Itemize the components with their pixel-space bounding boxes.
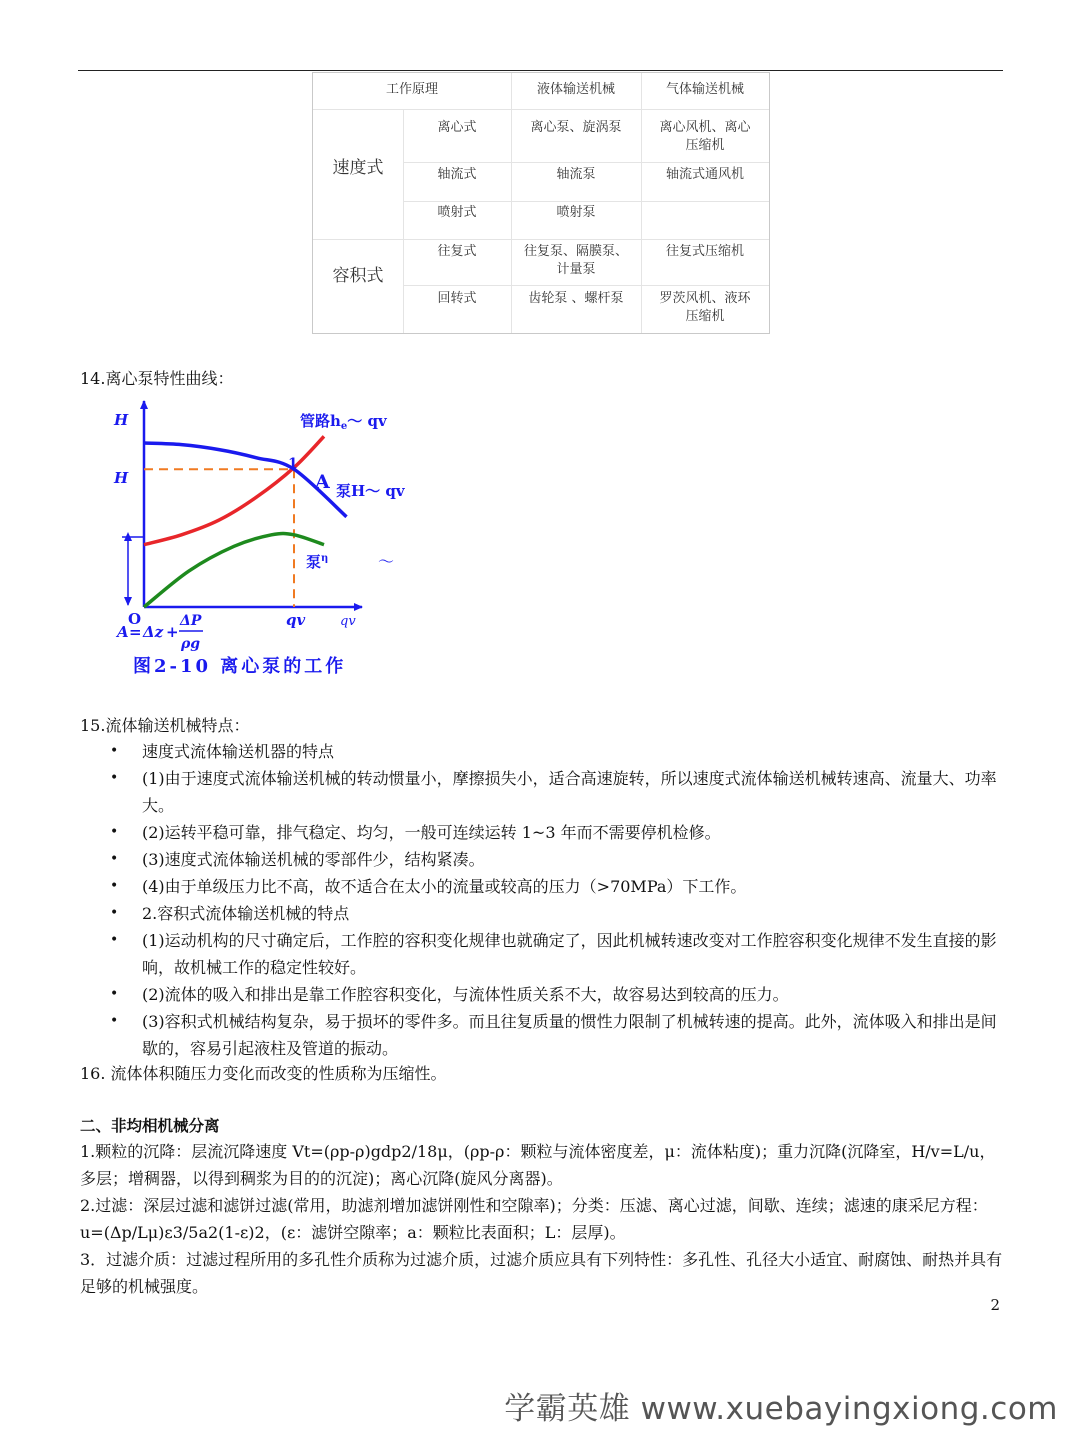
table-cell: 罗茨风机、液环: [659, 291, 751, 306]
svg-text:=: =: [129, 623, 142, 641]
table-cell-type: 喷射式: [437, 205, 477, 220]
section-2-paragraph-1: 1.颗粒的沉降：层流沉降速度 Vt=(ρp-ρ)gdp2/18μ，(ρp-ρ：颗粒与流体密度差，μ：流体粘度)；重力沉降(沉降室，H/v=L/u，多层；增稠器，以得到稠浆为目的的沉淀)；离心沉降(旋风分离器)。: [80, 1142, 996, 1188]
pump-characteristic-chart: [100, 395, 540, 685]
list-item: • (4)由于单级压力比不高，故不适合在太小的流量或较高的压力（>70MPa）下工作。: [80, 873, 1005, 900]
list-item: • (1)由于速度式流体输送机械的转动惯量小，摩擦损失小，适合高速旋转，所以速度式流体输送机械转速高、流量大、功率大。: [80, 765, 1005, 819]
bullet-dot: •: [110, 824, 119, 840]
table-cell: 齿轮泵 、螺杆泵: [528, 291, 624, 306]
table-rule: [403, 162, 769, 163]
list-item: • (2)运转平稳可靠，排气稳定、均匀，一般可连续运转 1~3 年而不需要停机检修。: [80, 819, 1005, 846]
table-cell: 离心风机、离心: [659, 120, 751, 135]
list-item: • (3)速度式流体输送机械的零部件少，结构紧凑。: [80, 846, 1005, 873]
table-cell: 计量泵: [556, 262, 596, 277]
page-number: 2: [990, 1296, 1000, 1314]
section-2-title: 二、非均相机械分离: [80, 1117, 220, 1135]
table-cell: 离心泵、旋涡泵: [530, 120, 622, 135]
operating-point-label: A: [315, 471, 330, 493]
table-cell: 压缩机: [685, 309, 725, 324]
table-cell: 轴流式通风机: [665, 167, 744, 182]
pump-efficiency-curve: [144, 533, 324, 607]
svg-text:A: A: [117, 623, 129, 641]
table-cell: 喷射泵: [556, 205, 596, 220]
table-cell-type: 离心式: [437, 120, 477, 135]
y-tick-label: H: [114, 469, 129, 487]
table-rule: [403, 201, 769, 202]
svg-text:Δz: Δz: [143, 623, 164, 641]
x-tick-label: qv: [286, 611, 306, 629]
table-group-name: 速度式: [332, 158, 384, 178]
svg-text:+: +: [166, 623, 179, 641]
x-axis-label: qv: [340, 614, 356, 629]
table-rule: [313, 239, 769, 240]
chart-title: 图2-10 离心泵的工作: [133, 656, 347, 677]
operating-point-number: 1: [288, 456, 298, 472]
svg-text:ΔP: ΔP: [180, 613, 202, 629]
table-header: 液体输送机械: [536, 82, 615, 97]
list-item: • 2.容积式流体输送机械的特点: [80, 900, 1005, 927]
section-2-paragraph-3: 3．过滤介质：过滤过程所用的多孔性介质称为过滤介质，过滤介质应具有下列特性：多孔性、孔径大小适宜、耐腐蚀、耐热并具有足够的机械强度。: [80, 1250, 1003, 1296]
list-item: • (2)流体的吸入和排出是靠工作腔容积变化，与流体性质关系不大，故容易达到较高的压力。: [80, 981, 1005, 1008]
table-cell-type: 往复式: [437, 244, 477, 259]
list-item: • (3)容积式机械结构复杂，易于损坏的零件多。而且往复质量的惯性力限制了机械转速的提高。此外，流体吸入和排出是间歇的，容易引起液柱及管道的振动。: [80, 1008, 1005, 1062]
table-cell: 轴流泵: [556, 167, 596, 182]
pipeline-curve-label: 管路$h_e\sim$ qv: [300, 412, 387, 432]
classification-table: [312, 72, 770, 334]
list-item: • (1)运动机构的尺寸确定后，工作腔的容积变化规律也就确定了，因此机械转速改变对工作腔容积变化规律不发生直接的影响，故机械工作的稳定性较好。: [80, 927, 1005, 981]
table-cell-type: 回转式: [437, 291, 477, 306]
header-rule: [78, 70, 1003, 71]
section-2-paragraph-2: 2.过滤：深层过滤和滤饼过滤(常用，助滤剂增加滤饼刚性和空隙率)；分类：压滤、离心过滤，间歇、连续；滤速的康采尼方程：u=(Δp/Lμ)ε3/5a2(1-ε)2，(ε：滤饼空隙率；a：颗粒比表面积；L：层厚)。: [80, 1196, 988, 1242]
pump-head-curve-label: 泵H～ qv: [336, 482, 405, 500]
bullet-dot: •: [110, 851, 119, 867]
bullet-dot: •: [110, 743, 119, 759]
table-header: 气体输送机械: [665, 82, 744, 97]
item-15-bullet-list: [80, 738, 1005, 1062]
bullet-dot: •: [110, 770, 119, 786]
table-cell: 往复泵、隔膜泵、: [523, 244, 628, 259]
table-cell: 压缩机: [685, 138, 725, 153]
bullet-dot: •: [110, 986, 119, 1002]
bullet-dot: •: [110, 1013, 119, 1029]
svg-text:ρg: ρg: [181, 636, 201, 652]
table-header: 工作原理: [385, 82, 438, 97]
item-15-heading: 15.流体输送机械特点：: [80, 716, 250, 735]
bullet-dot: •: [110, 932, 119, 948]
item-14-heading: 14.离心泵特性曲线：: [80, 369, 234, 388]
table-rule: [313, 109, 769, 110]
bullet-dot: •: [110, 878, 119, 894]
table-rule: [403, 285, 769, 286]
table-group-name: 容积式: [332, 266, 384, 286]
item-16: 16. 流体体积随压力变化而改变的性质称为压缩性。: [80, 1064, 447, 1083]
y-axis-label: H: [114, 411, 129, 429]
origin-label: O: [128, 610, 142, 628]
watermark: 学霸英雄 www.xuebayingxiong.com: [504, 1391, 1058, 1427]
list-item: • 速度式流体输送机器的特点: [80, 738, 1005, 765]
table-cell-type: 轴流式: [437, 167, 477, 182]
pump-efficiency-curve-label: 泵$^\eta$: [306, 553, 329, 571]
bullet-dot: •: [110, 905, 119, 921]
table-cell: 往复式压缩机: [665, 244, 744, 259]
pump-efficiency-curve-tilde: ～: [378, 552, 395, 571]
